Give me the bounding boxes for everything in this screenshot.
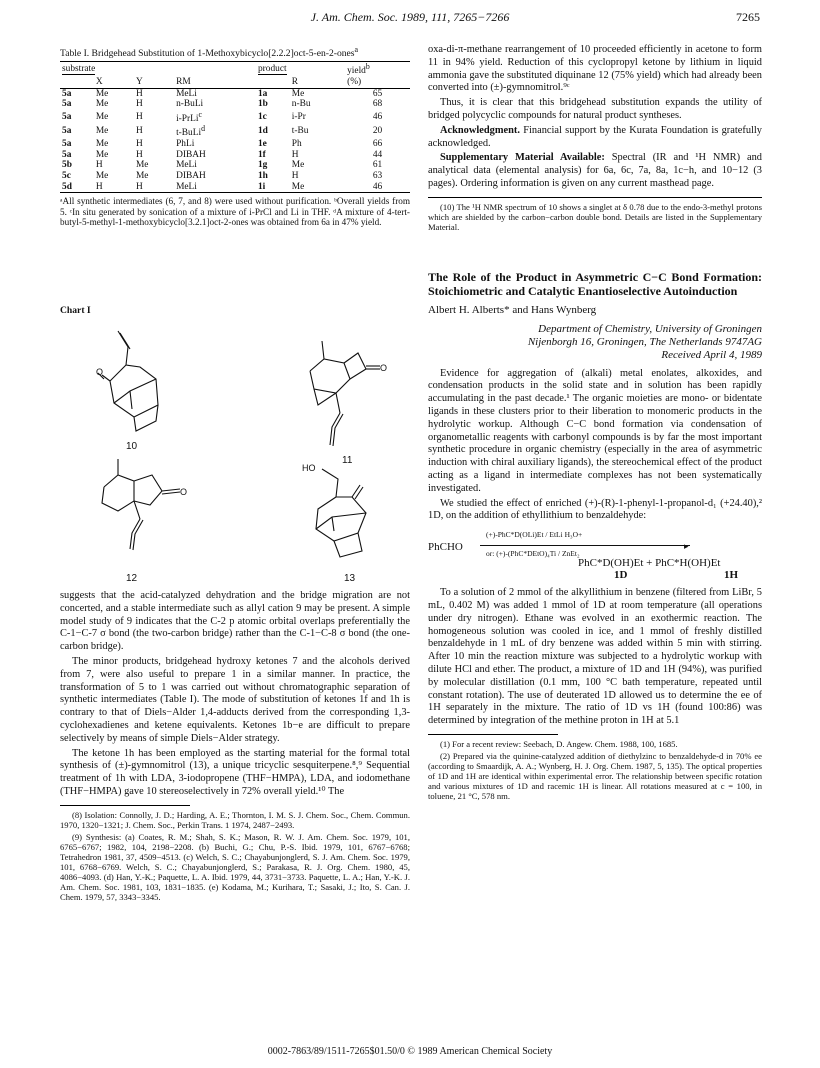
footnote-rule [428, 734, 558, 735]
table-1 [60, 61, 410, 193]
atom-label-o-10: O [96, 367, 104, 377]
right-paragraph: Thus, it is clear that this bridgehead substitution expands the utility of bridged polycyclic compounds for natural product syntheses. [428, 97, 762, 121]
table-row: 5d H H MeLi 1i Me 46 [60, 182, 410, 193]
atom-label-o-12: O [180, 487, 188, 497]
table-row: 5a Me H MeLi 1a Me 65 [62, 88, 383, 99]
table-row: 5a Me H i-PrLi$^c$ 1c i-Pr 46 [62, 109, 383, 124]
label-11: 11 [342, 455, 353, 466]
table-caption: Table I. Bridgehead Substitution of 1-Methoxybicyclo[2.2.2]oct-5-en-2-ones$^a$ [60, 45, 359, 60]
chart-structures [60, 319, 410, 589]
footnote-rule [428, 197, 762, 198]
article-paragraph: We studied the effect of enriched (+)-(R)-1-phenyl-1-propanol-d₁ (+24.40),² 1D, on the addition of ethyllithium to benzaldehyde: [428, 497, 762, 522]
table-head-y: Y [134, 77, 174, 88]
footnote-8: (8) Isolation: Connolly, J. D.; Harding, A. E.; Thornton, I. M. S. J. Chem. Soc., Chem. Commun. 1970, 1320−1321; J. Chem. Soc., Perkin Trans. 1 1974, 2487−2493. [60, 809, 410, 830]
left-paragraph: suggests that the acid-catalyzed dehydration and the bridge migration are not concerted, and a stable intermediate such as allyl cation 9 may be present. A simple model study of 9 indicates that the C-2 p atomic orbital overlaps preferentially the C-1−C-7 σ bond (the two-carbon bridge) rather than the C-1−C-8 σ bond (the one-carbon bridge). [60, 590, 410, 653]
label-13: 13 [344, 573, 356, 584]
article-paragraph: To a solution of 2 mmol of the alkyllithium in benzene (filtered from LiBr, 5 mL, 0.402 M) was added 1 mmol of 1D at room temperature (all operations under dry nitrogen). Ethane was evolved in an exothermic reaction. The homogeneous solution was cooled in ice, and 1 mmol of freshly distilled benzaldehyde in 1 mL of dry benzene was added within 5 min with stirring. After 10 min the reaction mixture was subjected to a hydrolytic workup with dilute HCl and ether. The product, a mixture of 1D and 1H (94%), was purified by molecular distillation (0.1 mm, 100 °C bath temperature, repeated until constant rotation). The use of deuterated 1D allowed us to determine the ee of 1H separately in the mixture. The ratio of 1D vs 1H (found 100:86) was determined by integration of the methine proton in 1H at 5.1 [428, 587, 762, 727]
eq-arrow [480, 545, 690, 546]
acknowledgment: Acknowledgment. Financial support by the Kurata Foundation is gratefully acknowledged. [428, 124, 762, 149]
eq-label-1d: 1D [614, 569, 628, 582]
table-row: 5a Me H PhLi 1e Ph 66 [62, 139, 383, 150]
structure-10 [98, 331, 158, 431]
table-row: 5a Me H n-BuLi 1b n-Bu 68 [62, 99, 383, 110]
article-footnote-2: (2) Prepared via the quinine-catalyzed addition of diethylzinc to benzaldehyde-d in 70% ee (according to Smaardijk, A. A.; Wynberg, H. J. Org. Chem. 1987, 5, 135). The optical properties of 1D and 1H are identical within experimental error. The relationship between specific rotation and various mixtures of 1D and racemic 1H is linear. All rotations measured at c = 100, in toluene, 21 °C, 578 nm. [428, 750, 762, 801]
article-affiliation: Department of Chemistry, University of Groningen Nijenborgh 16, Groningen, The Netherlands 9747AG Received April 4, 1989 [428, 323, 762, 362]
eq-arrow-head: ▸ [684, 541, 689, 552]
table-row: 5a Me H DIBAH 1f H 44 [62, 149, 383, 160]
footnote-10: (10) The ¹H NMR spectrum of 10 shows a singlet at δ 0.78 due to the endo-3-methyl protons which are shielded by the carbon−carbon double bond. Details are listed in the Supplementary Material. [428, 201, 762, 232]
article-footnote-1: (1) For a recent review: Seebach, D. Angew. Chem. 1988, 100, 1685. [440, 738, 678, 749]
chart-title: Chart I [60, 305, 91, 316]
eq-label-1h: 1H [724, 569, 739, 582]
supplementary-material: Supplementary Material Available: Spectral (IR and ¹H NMR) and analytical data (elemental analysis) for 6a, 6c, 7a, 8a, 1c−h, and 10−12 (3 pages). Ordering information is given on any current masthead page. [428, 152, 762, 189]
left-column [60, 44, 410, 228]
table-head-yield-unit: (%) [345, 77, 410, 88]
page-number: 7265 [736, 10, 760, 24]
table-row: 5b H Me MeLi 1g Me 61 [62, 160, 383, 171]
structure-12 [102, 459, 180, 550]
table-footnote: ᵃAll synthetic intermediates (6, 7, and 8) were used without purification. ᵇOverall yields from 5. ᶜIn situ generated by sonication of a mixture of i-PrCl and Li in THF. ᵈA mixture of 4-tert-butyl-5-methyl-1-methoxybicyclo[3.2.1]oct-2-ones was obtained from 6a in 47% yield. [60, 196, 410, 228]
page-footer: 0002-7863/89/1511-7265$01.50/0 © 1989 American Chemical Society [267, 1046, 553, 1057]
atom-label-ho-13: HO [302, 463, 316, 473]
left-body [60, 590, 410, 904]
label-12: 12 [126, 573, 138, 584]
table-row: 5c Me Me DIBAH 1h H 63 [62, 170, 383, 181]
footnote-9: (9) Synthesis: (a) Coates, R. M.; Shah, S. K.; Mason, R. W. J. Am. Chem. Soc. 1979, 101, 6765−6767; 1982, 104, 2198−2208. (b) Buchi, G.; Chu, P.-S. Ibid. 1979, 101, 6767−6768; Tetrahedron 1981, 37, 4509−4513. (c) Welch, S. C.; Chayabunjonglerd, S. J. Am. Chem. Soc. 1979, 101, 6768−6769. Welch, S. C.; Chayabunjonglerd, S.; Parakasa, R. J. Org. Chem. 1980, 45, 4086−4093. (d) Han, Y.-K.; Paquette, L. A. Ibid. 1979, 44, 3731−3733. Paquette, L. A.; Han, Y.-K. J. Am. Chem. Soc. 1981, 103, 1831−1835. (e) Kodama, M.; Kurihara, T.; Sasaki, J.; Ito, S. Can. J. Chem. 1979, 57, 3343−3345. [60, 831, 410, 902]
atom-label-o-11: O [380, 363, 388, 373]
eq-products: PhC*D(OH)Et + PhC*H(OH)Et [578, 557, 721, 570]
received-date: Received April 4, 1989 [661, 348, 762, 361]
journal-citation: J. Am. Chem. Soc. 1989, 111, 7265−7266 [310, 10, 510, 24]
table-group-substrate: substrate [60, 62, 174, 77]
left-paragraph: The ketone 1h has been employed as the starting material for the formal total synthesis of (±)-gymnomitrol (13), a unique tricyclic sesquiterpene.⁸,⁹ Sequential treatment of 1h with LDA, 3-iodopropene (THF−HMPA), LDA, and iodomethane (THF−HMPA) gave 10 stereoselectively in 72% overall yield.¹⁰ The [60, 747, 410, 797]
supp-label: Supplementary Material Available: [440, 152, 605, 164]
ack-label: Acknowledgment. [440, 124, 520, 136]
running-header [60, 10, 760, 25]
eq-reactant: PhCHO [428, 541, 463, 554]
structure-13 [316, 469, 366, 557]
table-head-x: X [94, 77, 134, 88]
table-head-rm: RM [174, 77, 256, 88]
table-row: 5a Me H t-BuLi$^d$ 1d t-Bu 20 [62, 124, 383, 139]
table-head-yield: yield$^b$ [345, 62, 410, 77]
table-head-r: R [290, 77, 345, 88]
table-group-product: product [256, 62, 345, 77]
eq-reagent-above: (+)-PhC*D(OLi)Et / EtLi H₃O+ [486, 530, 583, 540]
structure-11 [310, 341, 380, 446]
right-paragraph: oxa-di-π-methane rearrangement of 10 proceeded efficiently in acetone to form 11 in 94% yield. Reduction of this cyclopropyl ketone by lithium in liquid ammonia gave the substituted diquinane 12 (75% yield) which had already been converted into (±)-gymnomitrol.⁹ᶜ [428, 44, 762, 94]
article-title: The Role of the Product in Asymmetric C−C Bond Formation: Stoichiometric and Catalytic Enantioselective Autoinduction [428, 269, 762, 298]
chart-1 [60, 305, 410, 589]
label-10: 10 [126, 441, 138, 452]
eq-reagent-below: or: (+)-(PhC*DEtO)₄Ti / ZnEt₂ [486, 549, 580, 559]
article-paragraph: Evidence for aggregation of (alkali) metal enolates, alkoxides, and condensation products in the solid state and in solution has been rapidly accumulating in the past decade.¹ The organic moieties are mono- or bidentate ligands in these clusters prior to their liberation to monomeric products in the hydrolytic workup. Although C−C bond formation via condensation of organometallic reagents with carbonyl compounds is by far the most important synthetic procedure in organic chemistry (especially in the area of asymmetric induction with chiral auxiliary ligands), the stereochemical effect of the product acting as a ligand in intermediate complexes has not been systematically investigated. [428, 367, 762, 494]
article-authors: Albert H. Alberts* and Hans Wynberg [428, 303, 597, 316]
right-column [428, 44, 762, 803]
reaction-equation [428, 529, 762, 581]
left-paragraph: The minor products, bridgehead hydroxy ketones 7 and the alcohols derived from 7, were also useful to prepare 1 in a similar manner. In practice, the transformation of 5 to 1 was carried out without chromatographic separation of synthetic intermediates (Table I). The mode of substitution of ketones 1f and 1h is contrary to that of Diels−Alder 1,4-adducts derived from the corresponding 1,3-cyclohexadienes and ketene equivalents. Ketones 1b−e are difficult to prepare selectively by means of simple Diels−Alder strategy. [60, 655, 410, 744]
footnote-rule [60, 805, 190, 806]
